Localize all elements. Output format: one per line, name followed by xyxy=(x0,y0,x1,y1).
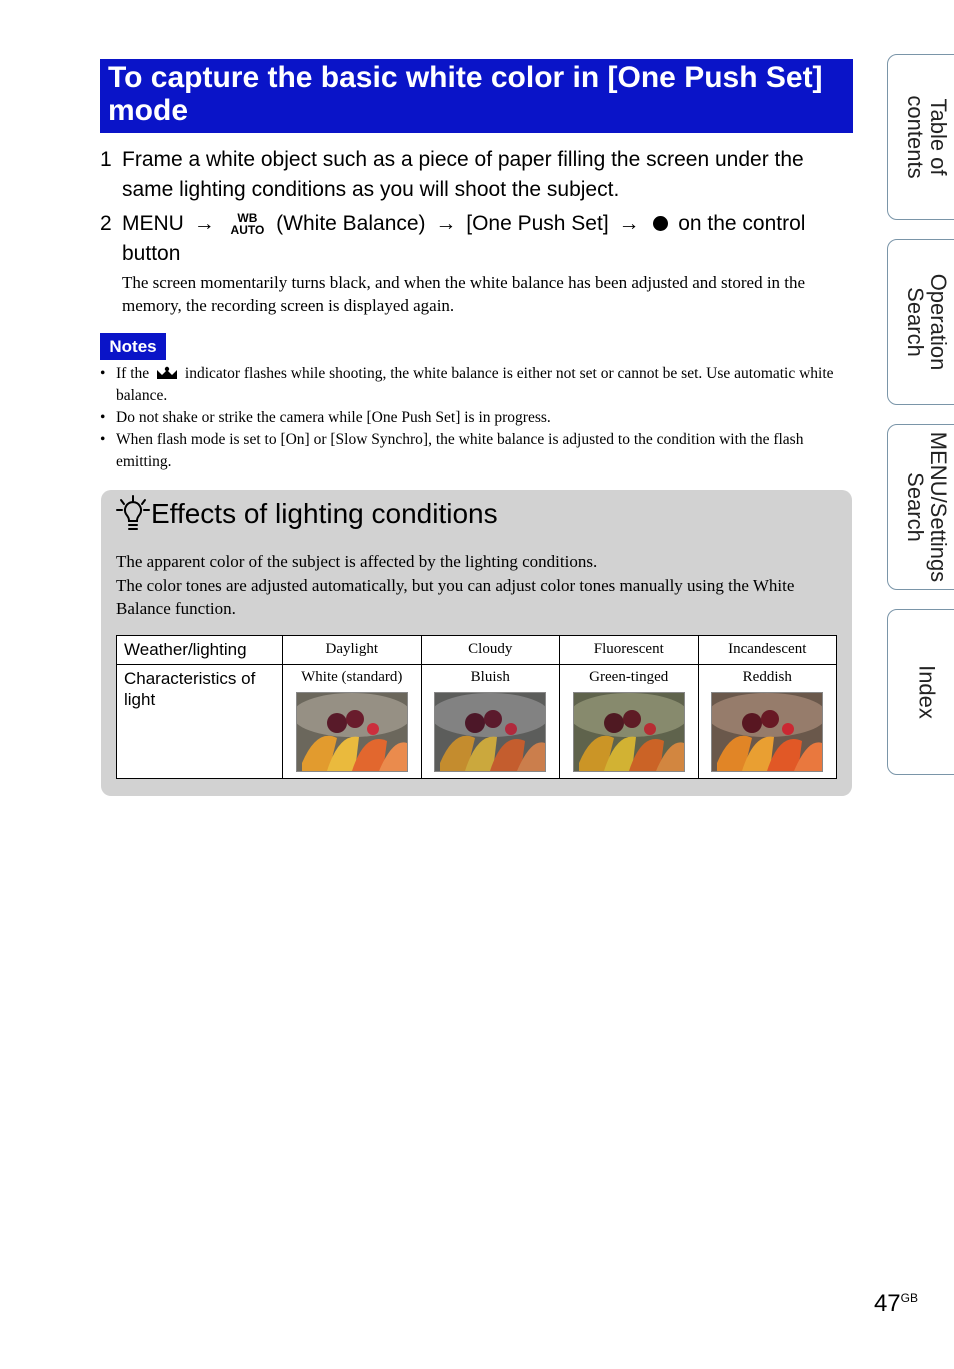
sample-photo xyxy=(711,692,823,772)
center-button-icon xyxy=(653,216,668,231)
notes-list xyxy=(100,363,855,473)
tip-paragraph: The color tones are adjusted automatically, but you can adjust color tones manually using the White Balance function. xyxy=(116,575,795,618)
section-heading: To capture the basic white color in [One Push Set] mode xyxy=(108,61,823,127)
tab-label: MENU/Settings Search xyxy=(903,431,951,583)
tip-title: Effects of lighting conditions xyxy=(151,498,498,529)
table-cell-characteristic: Reddish xyxy=(698,665,837,779)
tip-body xyxy=(116,550,836,621)
sample-photo xyxy=(573,692,685,772)
white-balance-auto-icon: WB AUTO xyxy=(230,211,265,238)
sample-photo xyxy=(296,692,408,772)
table-cell-characteristic: White (standard) xyxy=(283,665,422,779)
menu-label: MENU xyxy=(122,212,184,235)
arrow-icon: → xyxy=(618,212,640,235)
step-2 xyxy=(100,209,855,269)
step-number: 2 xyxy=(100,212,112,235)
step-1 xyxy=(100,145,855,205)
tab-label: Table of contents xyxy=(903,95,951,179)
tab-label: Operation Search xyxy=(903,273,951,371)
page-number: $47^{GB}$ xyxy=(873,1290,918,1317)
note-item: • Do not shake or strike the camera while [One Push Set] is in progress. xyxy=(100,407,855,429)
section-heading-bar xyxy=(100,59,853,133)
tab-menu-settings-search[interactable] xyxy=(887,424,954,590)
arrow-icon: → xyxy=(435,212,457,235)
table-cell-condition: Incandescent xyxy=(698,636,837,665)
note-item: • If the indicator flashes while shooting, the white balance is either not set or cannot be set. Use automatic white balance. xyxy=(100,363,855,407)
note-item: • When flash mode is set to [On] or [Slow Synchro], the white balance is adjusted to the condition with the flash emitting. xyxy=(100,429,855,473)
row-header: Characteristics of light xyxy=(117,665,283,779)
arrow-icon: → xyxy=(193,212,215,235)
table-cell-condition: Fluorescent xyxy=(560,636,699,665)
tab-table-of-contents[interactable] xyxy=(887,54,954,220)
table-cell-condition: Cloudy xyxy=(421,636,560,665)
step-2-description: The screen momentarily turns black, and when the white balance has been adjusted and stored in the memory, the recording screen is displayed again. xyxy=(122,273,806,315)
tip-paragraph: The apparent color of the subject is affected by the lighting conditions. xyxy=(116,552,598,571)
table-row xyxy=(117,665,837,779)
table-row xyxy=(117,636,837,665)
table-cell-characteristic: Bluish xyxy=(421,665,560,779)
tab-operation-search[interactable] xyxy=(887,239,954,405)
step-text: Frame a white object such as a piece of paper filling the screen under the same lighting conditions as you will shoot the subject. xyxy=(122,148,804,201)
white-balance-label: (White Balance) xyxy=(276,212,426,235)
control-button-label: on the control button xyxy=(122,212,806,265)
notes-label: Notes xyxy=(100,333,166,360)
table-cell-characteristic: Green-tinged xyxy=(560,665,699,779)
row-header: Weather/lighting xyxy=(117,636,283,665)
one-push-set-label: [One Push Set] xyxy=(466,212,609,235)
step-number: 1 xyxy=(100,148,112,171)
table-cell-condition: Daylight xyxy=(283,636,422,665)
tip-box xyxy=(101,490,852,796)
lighting-table xyxy=(116,635,837,779)
step-text xyxy=(122,209,855,269)
sample-photo xyxy=(434,692,546,772)
tab-label: Index xyxy=(914,665,940,719)
lightbulb-hint-icon xyxy=(115,494,151,534)
tab-index[interactable] xyxy=(887,609,954,775)
white-balance-indicator-icon xyxy=(156,366,178,380)
